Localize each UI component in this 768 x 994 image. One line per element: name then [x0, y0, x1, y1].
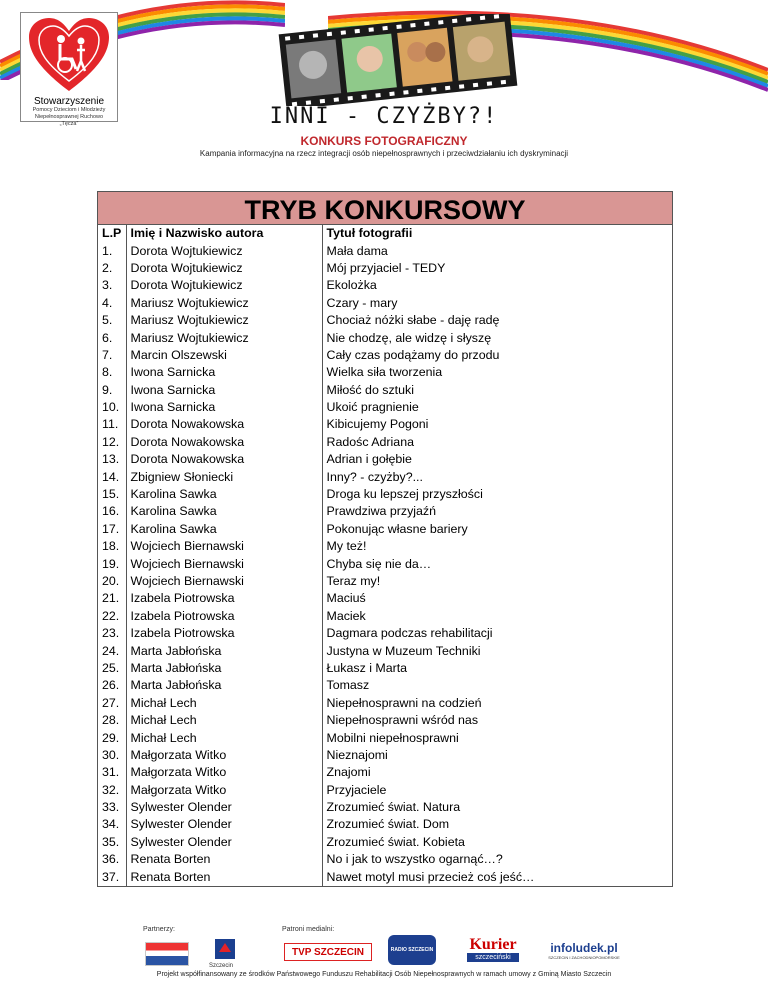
author-name: Małgorzata Witko: [126, 782, 322, 799]
row-number: 37.: [102, 869, 120, 884]
row-number: 1.: [102, 243, 113, 258]
row-number: 9.: [102, 382, 113, 397]
photo-title: No i jak to wszystko ogarnąć…?: [322, 851, 672, 868]
header-photo-title: Tytuł fotografii: [322, 225, 672, 242]
author-name: Dorota Wojtukiewicz: [126, 260, 322, 277]
row-number: 11.: [102, 417, 119, 432]
photo-title: Kibicujemy Pogoni: [322, 416, 672, 433]
photo-title: Łukasz i Marta: [322, 660, 672, 677]
photo-title: Ekolożka: [322, 277, 672, 294]
author-name: Karolina Sawka: [126, 503, 322, 520]
author-name: Renata Borten: [126, 851, 322, 868]
photo-title: Prawdziwa przyjaźń: [322, 503, 672, 520]
photo-title: Nawet motyl musi przecież coś jeść…: [322, 868, 672, 885]
radio-szczecin-logo: [388, 935, 436, 965]
photo-title: Dagmara podczas rehabilitacji: [322, 625, 672, 642]
row-number: 25.: [102, 660, 120, 675]
author-name: Michał Lech: [126, 695, 322, 712]
table-row: [98, 399, 672, 416]
author-name: Iwona Sarnicka: [126, 364, 322, 381]
table-row: [98, 782, 672, 799]
table-row: [98, 503, 672, 520]
row-number: 3.: [102, 278, 113, 293]
author-name: Wojciech Biernawski: [126, 555, 322, 572]
author-name: Marta Jabłońska: [126, 642, 322, 659]
campaign-tagline: Kampania informacyjna na rzecz integracji osób niepełnosprawnych i przeciwdziałaniu ich dyskryminacji: [199, 149, 569, 158]
media-patrons-label: Patroni medialni:: [282, 926, 335, 933]
photo-title: Inny? - czyżby?...: [322, 468, 672, 485]
row-number: 19.: [102, 556, 120, 571]
infoludek-sub-text: SZCZECIN I ZACHODNIOPOMORSKIE: [548, 955, 620, 960]
photo-title: Nie chodzę, ale widzę i słyszę: [322, 329, 672, 346]
row-number: 26.: [102, 678, 120, 693]
organization-subtitle-1: Pomocy Dzieciom i Młodzieży: [32, 107, 106, 113]
row-number: 12.: [102, 434, 120, 449]
photo-title: Droga ku lepszej przyszłości: [322, 486, 672, 503]
photo-title: My też!: [322, 538, 672, 555]
table-row: [98, 295, 672, 312]
author-name: Zbigniew Słoniecki: [126, 468, 322, 485]
table-row: [98, 608, 672, 625]
author-name: Dorota Nowakowska: [126, 451, 322, 468]
photo-title: Adrian i gołębie: [322, 451, 672, 468]
table-row: [98, 851, 672, 868]
author-name: Marcin Olszewski: [126, 347, 322, 364]
photo-title: Mobilni niepełnosprawni: [322, 729, 672, 746]
row-number: 34.: [102, 817, 120, 832]
author-name: Małgorzata Witko: [126, 764, 322, 781]
row-number: 27.: [102, 695, 120, 710]
table-row: [98, 729, 672, 746]
photo-title: Nieznajomi: [322, 747, 672, 764]
row-number: 4.: [102, 295, 113, 310]
results-table: [98, 225, 672, 886]
table-row: [98, 468, 672, 485]
row-number: 32.: [102, 782, 120, 797]
table-row: [98, 555, 672, 572]
table-row: [98, 834, 672, 851]
row-number: 10.: [102, 400, 120, 415]
table-row: [98, 277, 672, 294]
row-number: 24.: [102, 643, 120, 658]
filmstrip-photos: [278, 14, 518, 106]
row-number: 14.: [102, 469, 120, 484]
header-lp: L.P: [102, 226, 122, 241]
row-number: 23.: [102, 626, 120, 641]
infoludek-logo: [538, 942, 630, 960]
row-number: 20.: [102, 574, 120, 588]
author-name: Wojciech Biernawski: [126, 538, 322, 555]
row-number: 33.: [102, 800, 120, 815]
header-author: Imię i Nazwisko autora: [126, 225, 322, 242]
photo-title: Zrozumieć świat. Kobieta: [322, 834, 672, 851]
row-number: 31.: [102, 765, 120, 780]
row-number: 35.: [102, 834, 120, 849]
author-name: Karolina Sawka: [126, 486, 322, 503]
table-row: [98, 816, 672, 833]
author-name: Małgorzata Witko: [126, 747, 322, 764]
author-name: Mariusz Wojtukiewicz: [126, 329, 322, 346]
table-row: [98, 695, 672, 712]
author-name: Dorota Wojtukiewicz: [126, 242, 322, 259]
szczecin-logo: [214, 938, 236, 964]
table-row: [98, 312, 672, 329]
table-row: [98, 416, 672, 433]
photo-title: Teraz my!: [322, 573, 672, 590]
table-row: [98, 242, 672, 259]
tvp-szczecin-logo: [284, 943, 372, 961]
photo-title: Miłość do sztuki: [322, 382, 672, 399]
table-row: [98, 625, 672, 642]
pfron-logo: [145, 942, 189, 966]
author-name: Karolina Sawka: [126, 521, 322, 538]
author-name: Izabela Piotrowska: [126, 608, 322, 625]
table-row: [98, 677, 672, 694]
photo-title: Zrozumieć świat. Natura: [322, 799, 672, 816]
photo-title: Chociaż nóżki słabe - daję radę: [322, 312, 672, 329]
kurier-sub-text: szczeciński: [467, 953, 519, 962]
table-row: [98, 538, 672, 555]
row-number: 18.: [102, 539, 120, 554]
table-row: [98, 799, 672, 816]
results-table-body: [98, 242, 672, 885]
row-number: 6.: [102, 330, 113, 345]
radio-szczecin-text: RADIO SZCZECIN: [390, 947, 434, 953]
row-number: 30.: [102, 747, 120, 762]
author-name: Sylwester Olender: [126, 816, 322, 833]
row-number: 28.: [102, 713, 120, 728]
table-row: [98, 660, 672, 677]
author-name: Izabela Piotrowska: [126, 625, 322, 642]
photo-title: Przyjaciele: [322, 782, 672, 799]
results-title: TRYB KONKURSOWY: [98, 192, 672, 225]
photo-title: Justyna w Muzeum Techniki: [322, 642, 672, 659]
author-name: Renata Borten: [126, 868, 322, 885]
contest-label: KONKURS FOTOGRAFICZNY: [300, 134, 468, 148]
partners-label: Partnerzy:: [143, 926, 175, 933]
author-name: Dorota Wojtukiewicz: [126, 277, 322, 294]
table-row: [98, 642, 672, 659]
photo-title: Maciuś: [322, 590, 672, 607]
row-number: 36.: [102, 852, 120, 867]
heart-wheelchair-icon: [27, 17, 111, 93]
row-number: 21.: [102, 591, 120, 606]
table-row: [98, 764, 672, 781]
photo-title: Czary - mary: [322, 295, 672, 312]
author-name: Mariusz Wojtukiewicz: [126, 295, 322, 312]
table-row: [98, 434, 672, 451]
photo-title: Niepełnosprawni na codzień: [322, 695, 672, 712]
table-row: [98, 347, 672, 364]
photo-title: Niepełnosprawni wśród nas: [322, 712, 672, 729]
szczecin-crest-icon: [214, 938, 236, 964]
author-name: Mariusz Wojtukiewicz: [126, 312, 322, 329]
row-number: 15.: [102, 487, 120, 502]
photo-title: Tomasz: [322, 677, 672, 694]
author-name: Dorota Nowakowska: [126, 416, 322, 433]
photo-title: Radośc Adriana: [322, 434, 672, 451]
photo-title: Znajomi: [322, 764, 672, 781]
author-name: Marta Jabłońska: [126, 677, 322, 694]
row-number: 7.: [102, 347, 113, 362]
author-name: Marta Jabłońska: [126, 660, 322, 677]
author-name: Iwona Sarnicka: [126, 399, 322, 416]
photo-title: Cały czas podążamy do przodu: [322, 347, 672, 364]
table-row: [98, 590, 672, 607]
table-row: [98, 868, 672, 885]
row-number: 22.: [102, 608, 120, 623]
photo-title: Maciek: [322, 608, 672, 625]
author-name: Wojciech Biernawski: [126, 573, 322, 590]
author-name: Michał Lech: [126, 729, 322, 746]
table-row: [98, 486, 672, 503]
author-name: Michał Lech: [126, 712, 322, 729]
row-number: 17.: [102, 521, 120, 536]
funding-note: Projekt współfinansowany ze środków Państwowego Funduszu Rehabilitacji Osób Niepełnosprawnych w ramach umowy z Gminą Miasto Szczecin: [156, 971, 612, 978]
row-number: 16.: [102, 504, 120, 519]
author-name: Iwona Sarnicka: [126, 382, 322, 399]
kurier-text: Kurier: [469, 936, 517, 953]
row-number: 13.: [102, 452, 120, 467]
photo-title: Ukoić pragnienie: [322, 399, 672, 416]
photo-title: Pokonując własne bariery: [322, 521, 672, 538]
author-name: Sylwester Olender: [126, 799, 322, 816]
table-header-row: [98, 225, 672, 242]
infoludek-text: infoludek.pl: [550, 941, 618, 955]
row-number: 5.: [102, 313, 113, 328]
organization-subtitle-2: Niepełnosprawnej Ruchowo: [34, 114, 104, 120]
table-row: [98, 521, 672, 538]
szczecin-label: Szczecin: [209, 963, 234, 969]
organization-subtitle-3: „Tęcza”: [59, 121, 79, 127]
photo-title: Mała dama: [322, 242, 672, 259]
photo-title: Mój przyjaciel - TEDY: [322, 260, 672, 277]
photo-title: Wielka siła tworzenia: [322, 364, 672, 381]
author-name: Sylwester Olender: [126, 834, 322, 851]
table-row: [98, 364, 672, 381]
table-row: [98, 451, 672, 468]
table-row: [98, 329, 672, 346]
row-number: 8.: [102, 365, 113, 380]
table-row: [98, 573, 672, 590]
table-row: [98, 382, 672, 399]
results-table-container: [97, 191, 673, 887]
row-number: 2.: [102, 260, 113, 275]
author-name: Izabela Piotrowska: [126, 590, 322, 607]
photo-title: Chyba się nie da…: [322, 555, 672, 572]
kurier-szczecinski-logo: [467, 937, 519, 962]
organization-name: Stowarzyszenie: [33, 96, 105, 107]
table-row: [98, 712, 672, 729]
table-row: [98, 260, 672, 277]
campaign-title: INNI - CZYŻBY?!: [269, 104, 499, 129]
tvp-szczecin-text: TVP SZCZECIN: [291, 946, 365, 958]
author-name: Dorota Nowakowska: [126, 434, 322, 451]
row-number: 29.: [102, 730, 120, 745]
photo-title: Zrozumieć świat. Dom: [322, 816, 672, 833]
table-row: [98, 747, 672, 764]
